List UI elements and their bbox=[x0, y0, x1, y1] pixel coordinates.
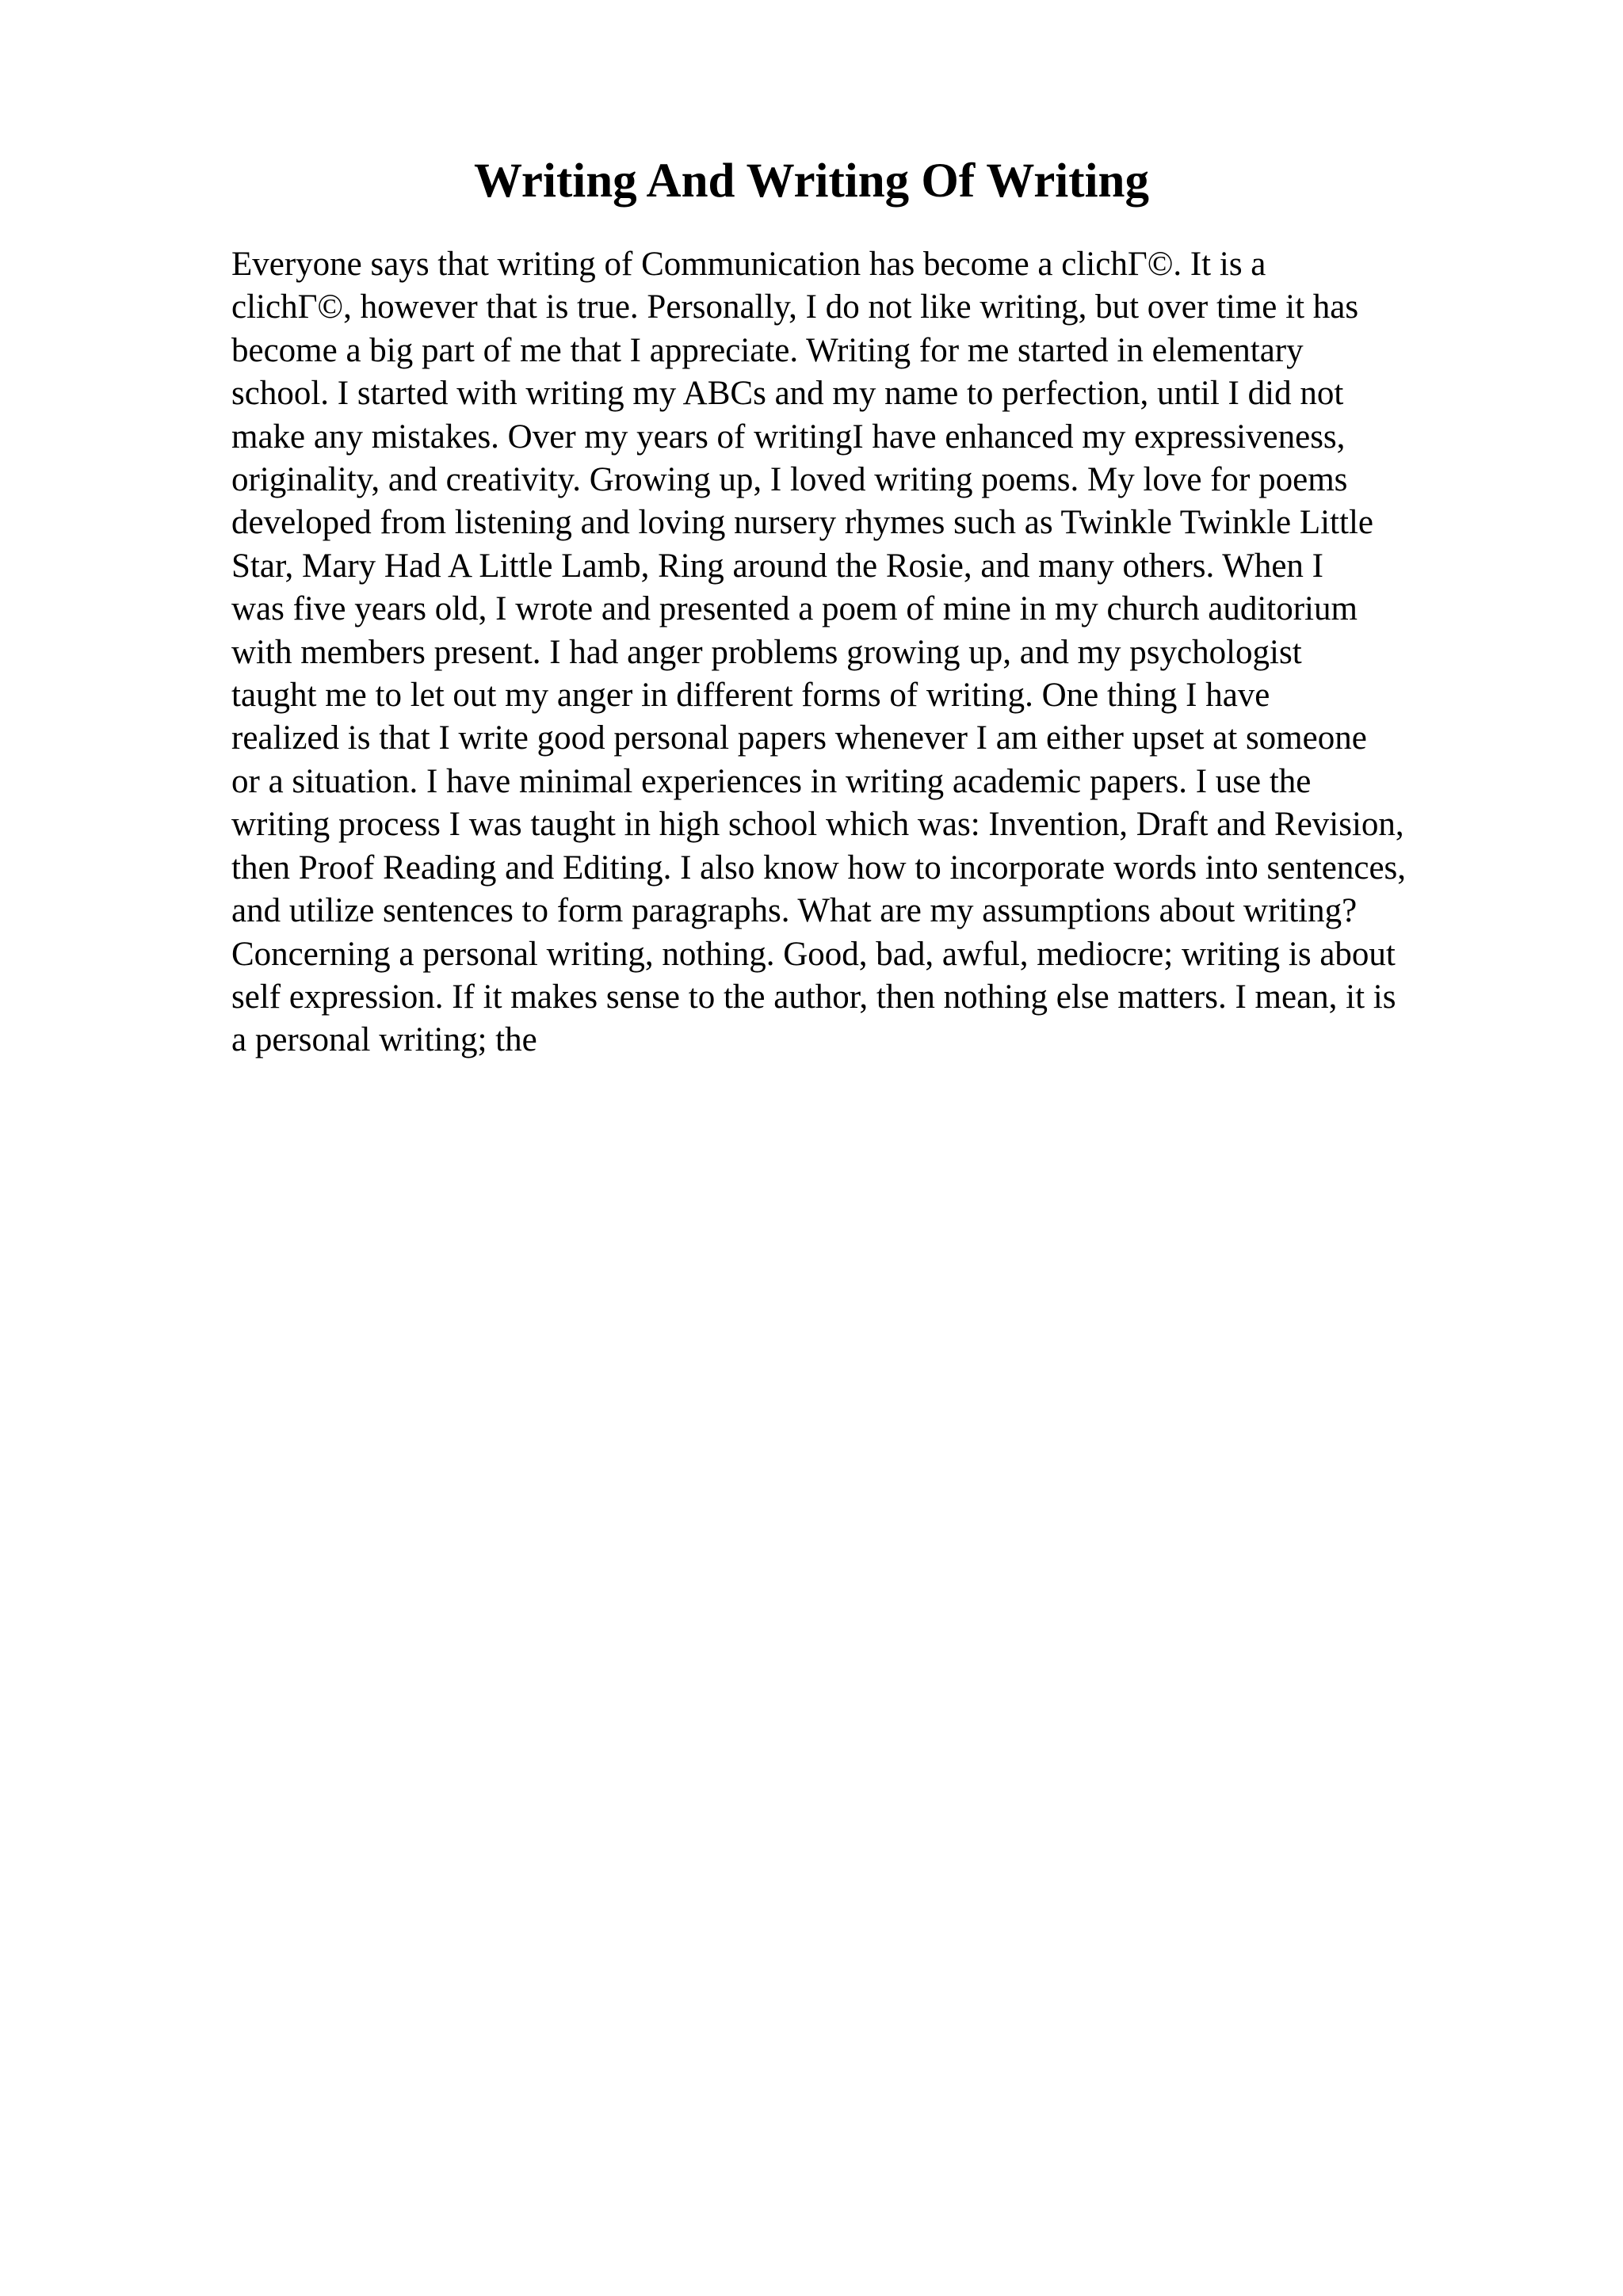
body-line: make any mistakes. Over my years of writingI have enhanced my expressiveness, bbox=[231, 418, 1346, 456]
body-line: then Proof Reading and Editing. I also know how to incorporate words into sentences, bbox=[231, 849, 1407, 887]
body-line: was five years old, I wrote and presented a poem of mine in my church auditorium bbox=[231, 590, 1358, 628]
body-line: Everyone says that writing of Communication has become a clichΓ©. It is a bbox=[231, 246, 1266, 283]
body-line: writing process I was taught in high school which was: Invention, Draft and Revision, bbox=[231, 806, 1404, 844]
body-line: developed from listening and loving nursery rhymes such as Twinkle Twinkle Little bbox=[231, 504, 1373, 542]
body-line: originality, and creativity. Growing up, I loved writing poems. My love for poems bbox=[231, 461, 1348, 499]
body-line: taught me to let out my anger in different forms of writing. One thing I have bbox=[231, 677, 1270, 715]
body-line: or a situation. I have minimal experiences in writing academic papers. I use the bbox=[231, 762, 1312, 800]
body-line: Star, Mary Had A Little Lamb, Ring around the Rosie, and many others. When I bbox=[231, 547, 1323, 585]
body-line: Concerning a personal writing, nothing. Good, bad, awful, mediocre; writing is about bbox=[231, 935, 1396, 973]
body-line: with members present. I had anger problems growing up, and my psychologist bbox=[231, 633, 1302, 671]
body-line: and utilize sentences to form paragraphs. What are my assumptions about writing? bbox=[231, 892, 1358, 930]
body-line: become a big part of me that I appreciate. Writing for me started in elementary bbox=[231, 331, 1304, 369]
body-line: realized is that I write good personal papers whenever I am either upset at someone bbox=[231, 719, 1367, 757]
document-body bbox=[231, 243, 1531, 1062]
document-title: Writing And Writing Of Writing bbox=[474, 154, 1149, 208]
body-line: school. I started with writing my ABCs and my name to perfection, until I did not bbox=[231, 375, 1344, 413]
body-line: a personal writing; the bbox=[231, 1021, 537, 1059]
body-line: clichΓ©, however that is true. Personally, I do not like writing, but over time it has bbox=[231, 288, 1359, 326]
body-line: self expression. If it makes sense to the author, then nothing else matters. I mean, it is bbox=[231, 978, 1396, 1016]
